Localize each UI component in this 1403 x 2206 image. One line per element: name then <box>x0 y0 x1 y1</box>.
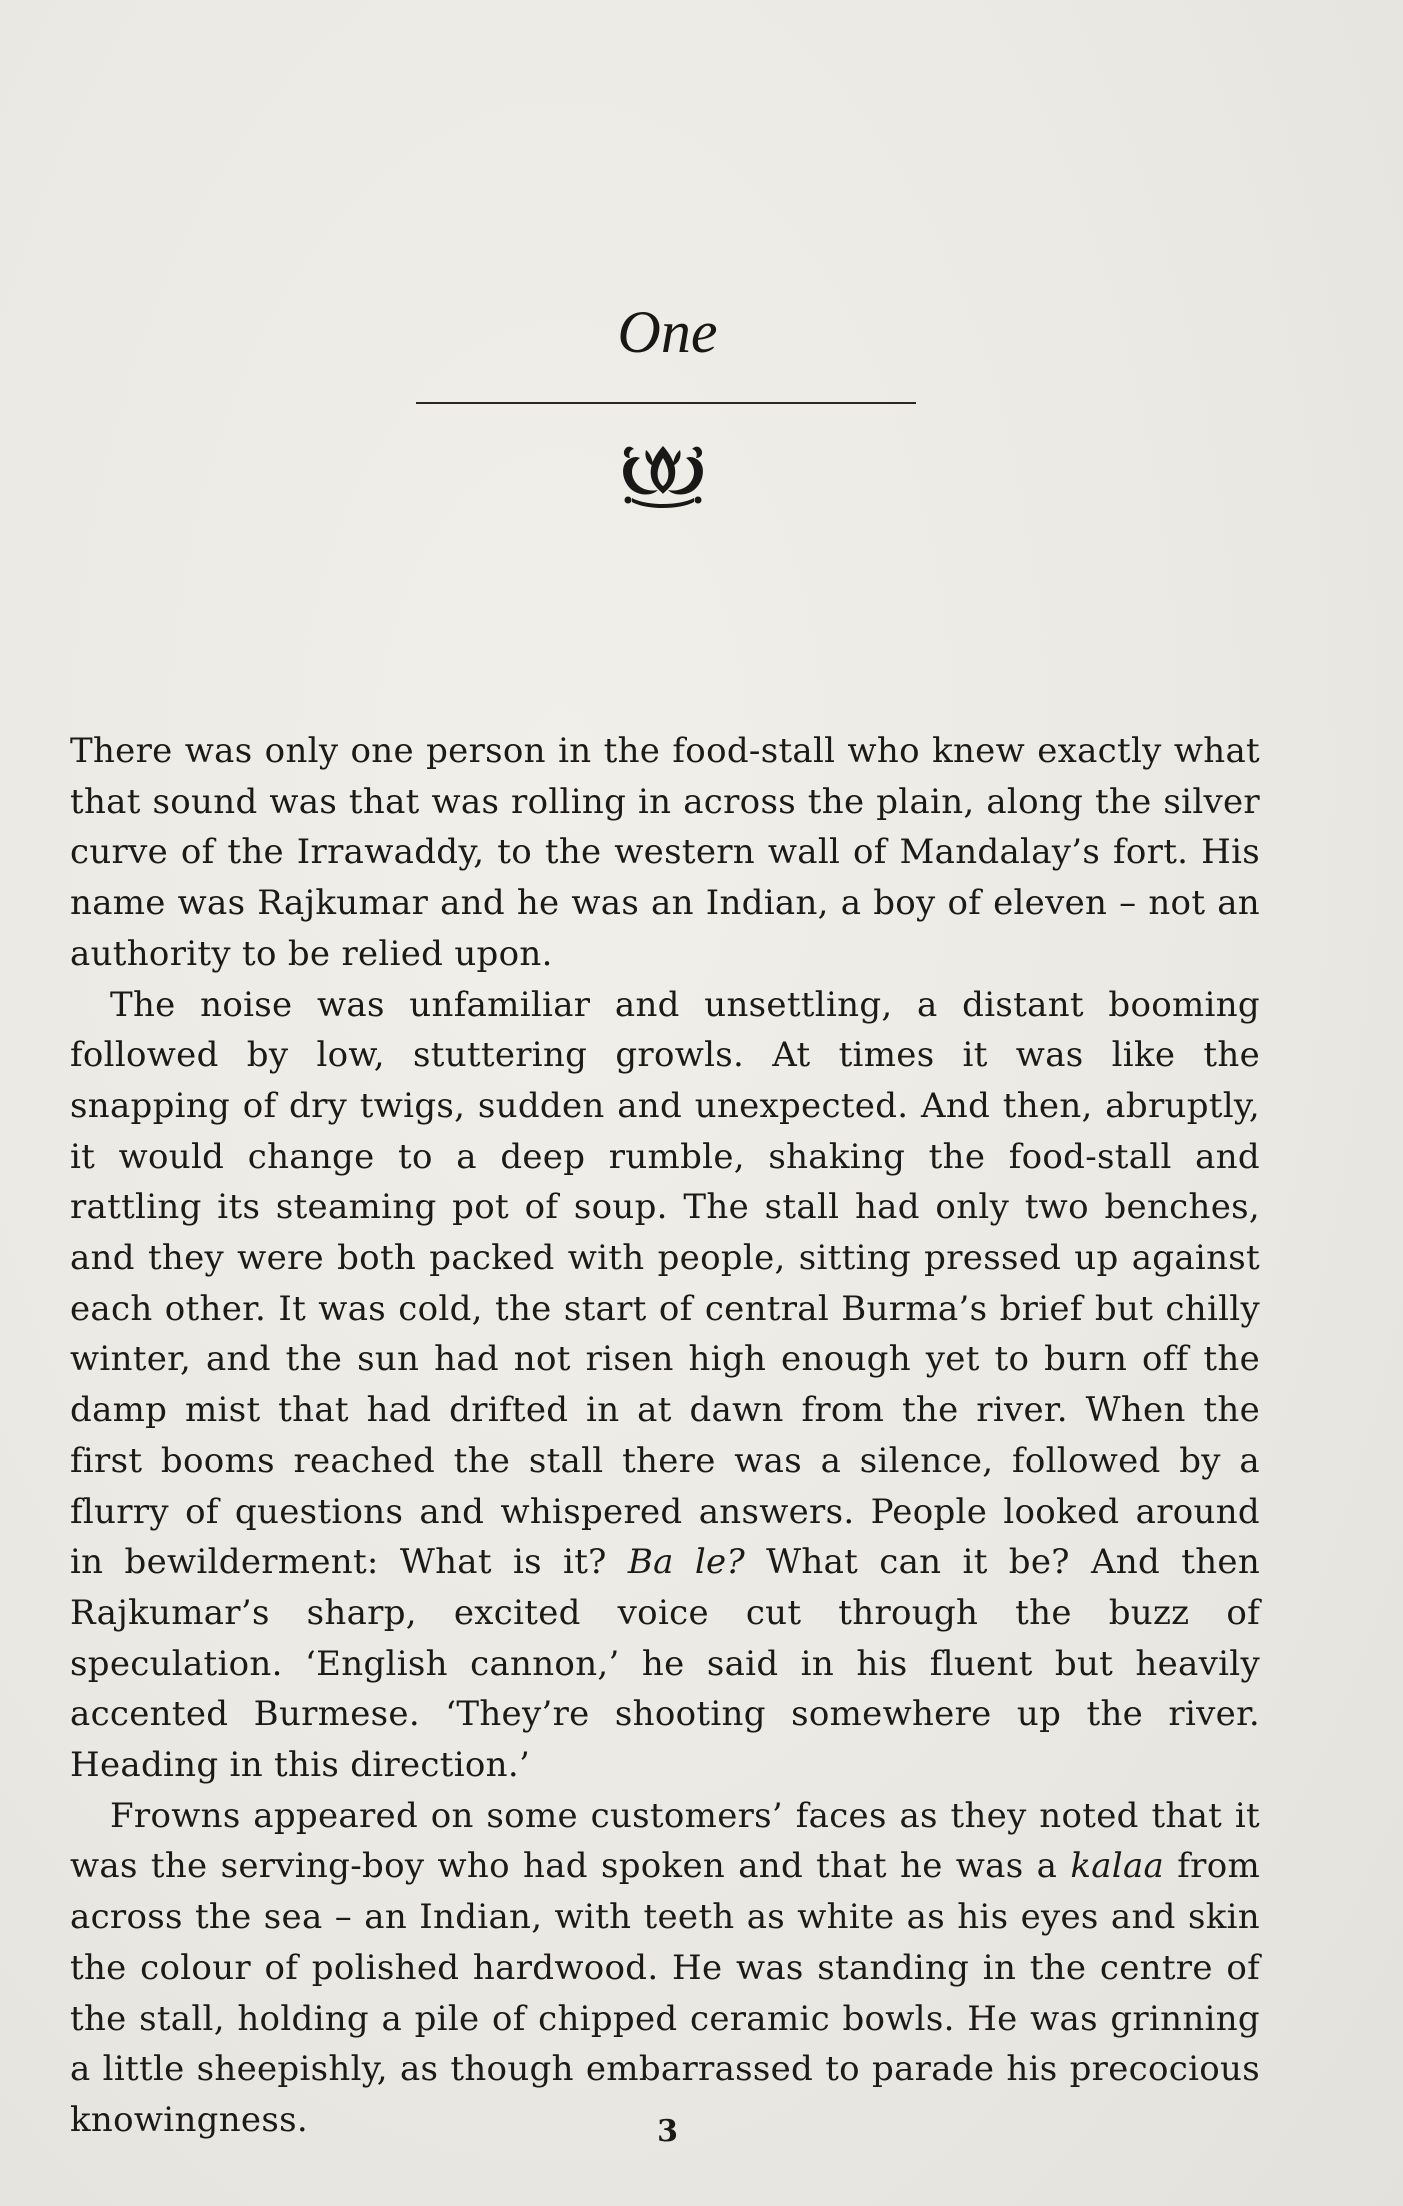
paragraph <box>70 1791 1260 2146</box>
title-divider <box>416 402 916 404</box>
paragraph <box>70 980 1260 1791</box>
chapter-body <box>70 726 1260 2146</box>
chapter-title: One <box>617 299 718 365</box>
paragraph-text: What can it be? And then Rajkumar’s sharp, excited voice cut through the buzz of speculation. ‘English cannon,’ he said in his fluent but heavily accented Burmese. ‘They’re shooting somewhere up the river. Heading in this direction.’ <box>70 1542 1261 1786</box>
paragraph-text: Frowns appeared on some customers’ faces as they noted that it was the serving-boy who had spoken and that he was a <box>70 1795 1260 1887</box>
italic-phrase: Ba le? <box>627 1542 745 1583</box>
floral-ornament-icon <box>618 438 708 512</box>
paragraph-text: from across the sea – an Indian, with teeth as white as his eyes and skin the colour of polished hardwood. He was standing in the centre of the stall, holding a pile of chipped ceramic bowls. He was grinning a little sheepishly, as though embarrassed to parade his precocious knowingness. <box>70 1846 1261 2140</box>
paragraph-text: The noise was unfamiliar and unsettling, a distant booming followed by low, stuttering growls. At times it was like the snapping of dry twigs, sudden and unexpected. And then, abruptly, it would change to a deep rumble, shaking the food-stall and rattling its steaming pot of soup. The stall had only two benches, and they were both packed with people, sitting pressed up against each other. It was cold, the start of central Burma’s brief but chilly winter, and the sun had not risen high enough yet to burn off the damp mist that had drifted in at dawn from the river. When the first booms reached the stall there was a silence, followed by a flurry of questions and whispered answers. People looked around in bewilderment: What is it? <box>70 984 1260 1583</box>
italic-word: kalaa <box>1070 1846 1165 1887</box>
paragraph: There was only one person in the food-stall who knew exactly what that sound was that was rolling in across the plain, along the silver curve of the Irrawaddy, to the western wall of Mandalay’s fort. His name was Rajkumar and he was an Indian, a boy of eleven – not an authority to be relied upon. <box>70 731 1260 974</box>
page-number: 3 <box>657 2114 678 2149</box>
